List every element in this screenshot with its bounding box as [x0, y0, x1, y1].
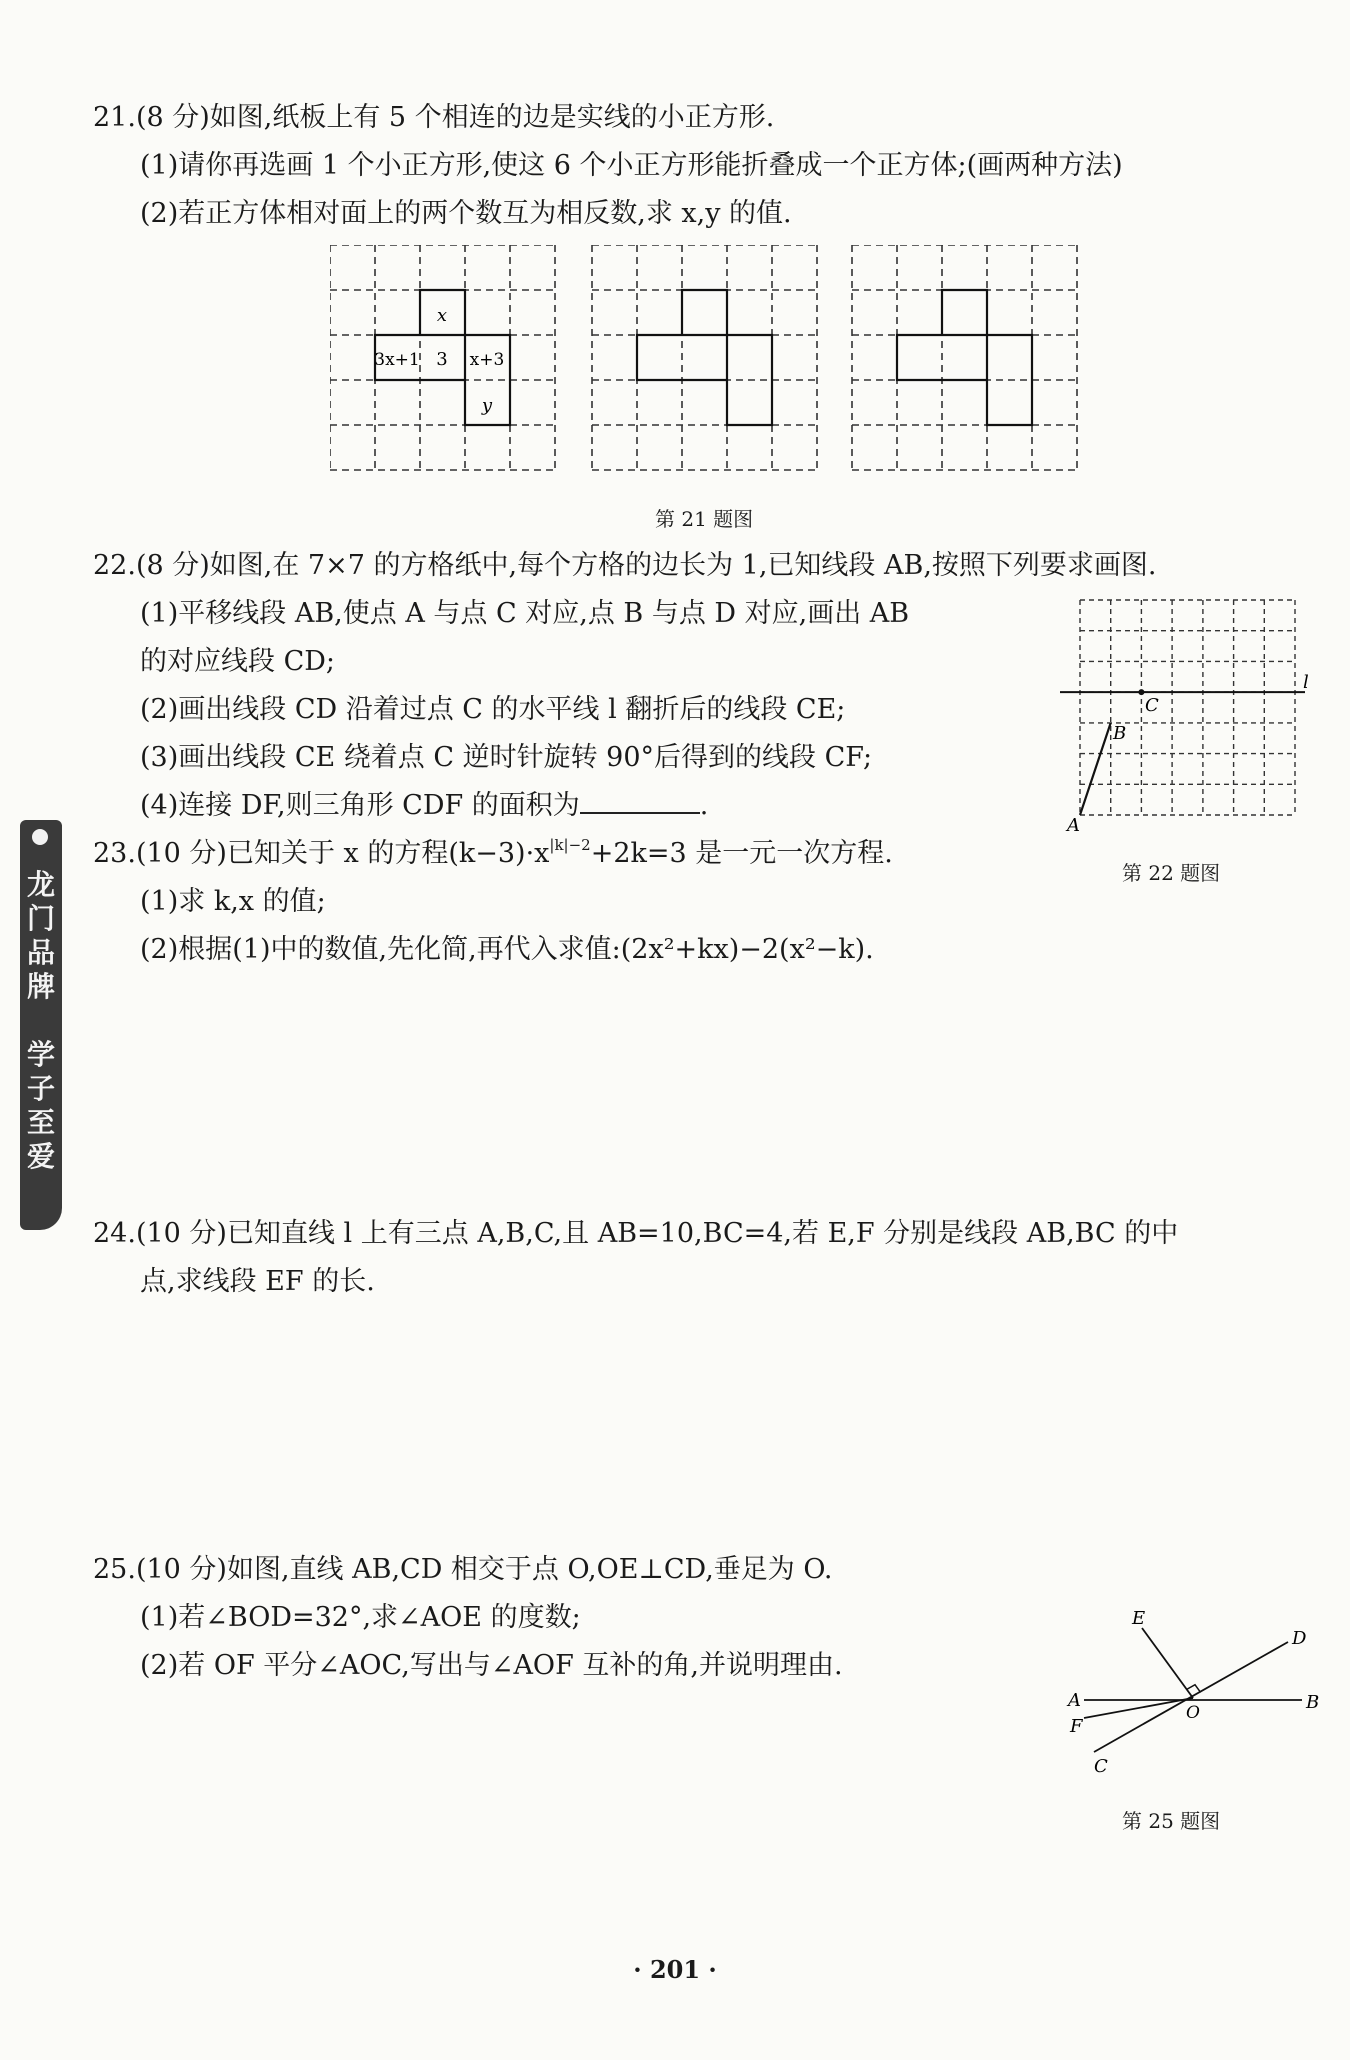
q23-line1	[93, 836, 893, 872]
q22-line6-text: (4)连接 DF,则三角形 CDF 的面积为	[140, 790, 580, 821]
point-c	[1138, 689, 1144, 695]
ray-of	[1084, 1698, 1193, 1718]
q21-line1: 21.(8 分)如图,纸板上有 5 个相连的边是实线的小正方形.	[93, 102, 775, 133]
q21-cell-3: 3	[436, 349, 448, 370]
q22-line3: 的对应线段 CD;	[140, 646, 335, 677]
q21-cell-3x1: 3x+1	[374, 350, 420, 370]
q22-label-l: l	[1303, 672, 1309, 693]
q25-label-o: O	[1186, 1703, 1200, 1723]
side-tab-dot-icon	[29, 826, 51, 848]
side-tab-text: 龙 门 品 牌 学 子 至 爱	[26, 868, 55, 1173]
ray-oe	[1142, 1628, 1193, 1698]
line-cd	[1094, 1642, 1288, 1752]
q21-figure	[330, 245, 1090, 475]
q25-line1: 25.(10 分)如图,直线 AB,CD 相交于点 O,OE⊥CD,垂足为 O.	[93, 1554, 833, 1585]
q21-caption: 第 21 题图	[655, 507, 754, 531]
q25-line3: (2)若 OF 平分∠AOC,写出与∠AOF 互补的角,并说明理由.	[140, 1650, 843, 1681]
answer-blank	[580, 788, 700, 814]
q21-net-2	[637, 290, 772, 425]
q22-caption: 第 22 题图	[1122, 861, 1221, 885]
q25-label-d: D	[1292, 1628, 1307, 1649]
q23-line1-end: +2k=3 是一元一次方程.	[590, 838, 893, 869]
q21-net-3	[897, 290, 1032, 425]
q22-line6-end: .	[699, 790, 709, 821]
page-number: · 201 ·	[633, 1955, 717, 1984]
q22-line1: 22.(8 分)如图,在 7×7 的方格纸中,每个方格的边长为 1,已知线段 AB,按照下列要求画图.	[93, 550, 1157, 581]
q21-cell-x3: x+3	[469, 350, 505, 370]
q22-label-a: A	[1067, 815, 1080, 835]
q25-label-c: C	[1094, 1756, 1108, 1777]
q23-line1-text: 23.(10 分)已知关于 x 的方程(k−3)·x	[93, 838, 550, 869]
q24-line2: 点,求线段 EF 的长.	[140, 1266, 375, 1297]
q21-line2: (1)请你再选画 1 个小正方形,使这 6 个小正方形能折叠成一个正方体;(画两种方法)	[140, 150, 1123, 181]
q25-label-f: F	[1070, 1716, 1083, 1737]
q23-line3: (2)根据(1)中的数值,先化简,再代入求值:(2x²+kx)−2(x²−k).	[140, 934, 874, 965]
q23-line2: (1)求 k,x 的值;	[140, 886, 326, 917]
q25-line2: (1)若∠BOD=32°,求∠AOE 的度数;	[140, 1602, 581, 1633]
segment-ab	[1080, 723, 1111, 815]
q25-figure	[1060, 1600, 1330, 1780]
q22-label-b: B	[1113, 723, 1127, 744]
q22-label-c: C	[1145, 695, 1159, 716]
q21-cell-x: x	[436, 305, 448, 326]
q25-caption: 第 25 题图	[1122, 1809, 1221, 1833]
q22-line6	[140, 788, 708, 824]
q22-figure	[1055, 595, 1315, 835]
q22-line2: (1)平移线段 AB,使点 A 与点 C 对应,点 B 与点 D 对应,画出 AB	[140, 598, 910, 629]
q23-exponent: |k|−2	[549, 836, 591, 854]
q25-label-a: A	[1068, 1690, 1081, 1711]
q22-line4: (2)画出线段 CD 沿着过点 C 的水平线 l 翻折后的线段 CE;	[140, 694, 846, 725]
q25-label-e: E	[1132, 1608, 1146, 1629]
q24-line1: 24.(10 分)已知直线 l 上有三点 A,B,C,且 AB=10,BC=4,若 E,F 分别是线段 AB,BC 的中	[93, 1218, 1179, 1249]
q25-label-b: B	[1306, 1692, 1320, 1713]
q21-cell-y: y	[481, 395, 493, 416]
q21-line3: (2)若正方体相对面上的两个数互为相反数,求 x,y 的值.	[140, 198, 792, 229]
q22-line5: (3)画出线段 CE 绕着点 C 逆时针旋转 90°后得到的线段 CF;	[140, 742, 873, 773]
